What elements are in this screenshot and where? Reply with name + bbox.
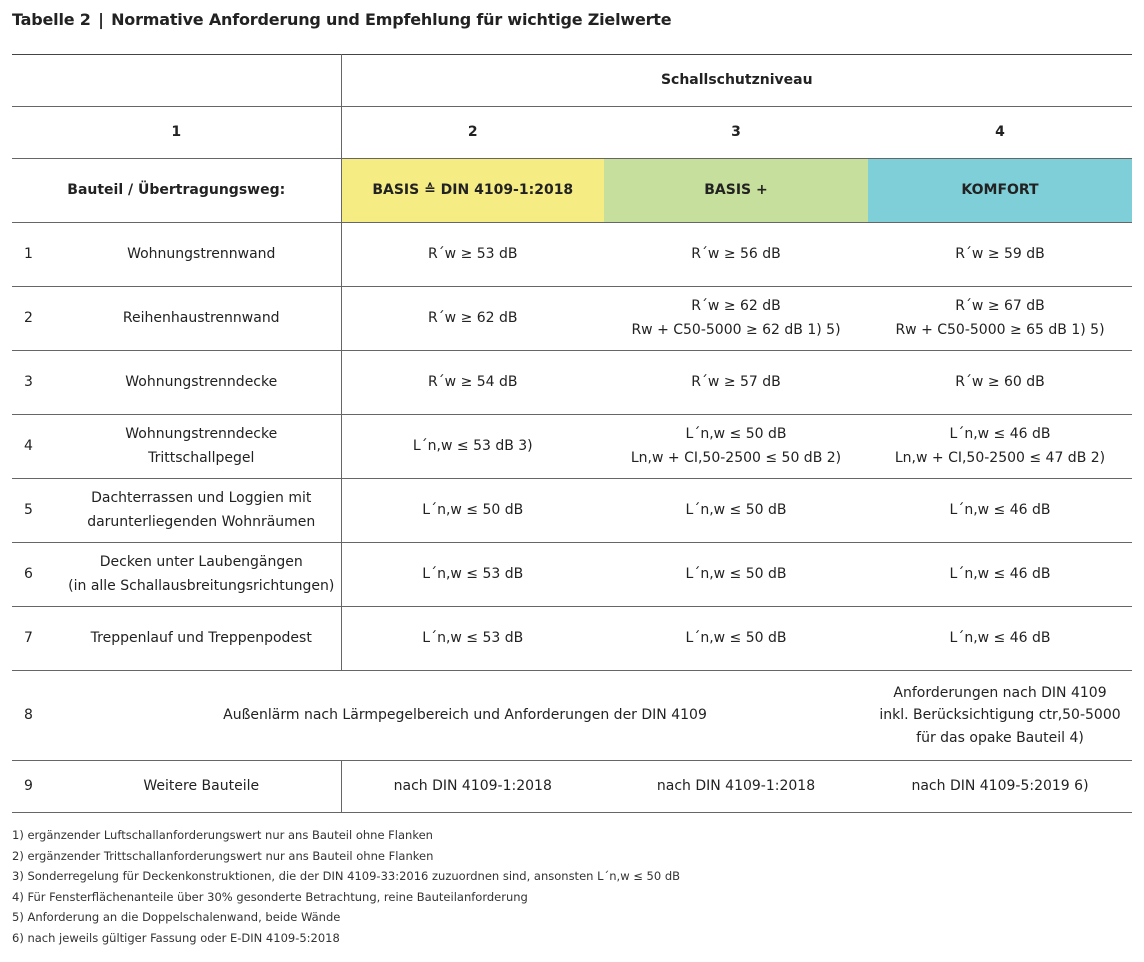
- value-line: L´n,w ≤ 53 dB: [422, 565, 524, 582]
- component-name: [62, 543, 341, 607]
- value-line: L´n,w ≤ 50 dB: [422, 501, 524, 518]
- data-rows: [12, 223, 1132, 671]
- value-line: R´w ≥ 56 dB: [691, 245, 781, 262]
- value-line: R´w ≥ 62 dB: [427, 309, 518, 326]
- component-name-line: Dachterrassen und Loggien mit: [91, 489, 312, 506]
- value-basis: [341, 351, 604, 415]
- value-line: R´w ≥ 53 dB: [427, 245, 518, 262]
- value-basis-plus: [604, 479, 868, 543]
- row9-value-basis: nach DIN 4109-1:2018: [341, 761, 604, 813]
- level-komfort: KOMFORT: [868, 159, 1132, 223]
- component-name-line: darunterliegenden Wohnräumen: [87, 513, 316, 530]
- table-row-5: [12, 479, 1132, 543]
- component-name: [62, 479, 341, 543]
- table-row-3: [12, 351, 1132, 415]
- table-title-separator: |: [98, 10, 104, 29]
- component-name: [62, 287, 341, 351]
- table-title: [12, 10, 671, 29]
- footnotes: [12, 825, 680, 949]
- footnote: 5) Anforderung an die Doppelschalenwand, beide Wände: [12, 910, 341, 925]
- value-line: Rw + C50-5000 ≥ 62 dB 1) 5): [631, 321, 841, 338]
- col-number-4: 4: [868, 107, 1132, 159]
- value-line: L´n,w ≤ 53 dB 3): [412, 437, 533, 454]
- component-name: [62, 607, 341, 671]
- component-name-line: Wohnungstrennwand: [127, 245, 276, 262]
- row8-komfort-line: für das opake Bauteil 4): [916, 729, 1084, 746]
- value-komfort: [868, 543, 1132, 607]
- value-line: L´n,w ≤ 46 dB: [949, 565, 1051, 582]
- table-title-text: Normative Anforderung und Empfehlung für wichtige Zielwerte: [111, 10, 672, 29]
- header-row-group: [12, 55, 1132, 107]
- value-basis-plus: [604, 287, 868, 351]
- component-name: [62, 223, 341, 287]
- value-line: R´w ≥ 54 dB: [427, 373, 518, 390]
- value-komfort: [868, 351, 1132, 415]
- component-name-line: Wohnungstrenndecke: [125, 425, 278, 442]
- value-komfort: [868, 223, 1132, 287]
- col-number-2: 2: [341, 107, 604, 159]
- value-komfort: [868, 479, 1132, 543]
- value-line: L´n,w ≤ 53 dB: [422, 629, 524, 646]
- value-line: R´w ≥ 59 dB: [955, 245, 1045, 262]
- component-name-line: Trittschallpegel: [148, 449, 255, 466]
- table-row-1: [12, 223, 1132, 287]
- component-name: [62, 351, 341, 415]
- value-line: R´w ≥ 67 dB: [955, 297, 1045, 314]
- table-row-8: [12, 671, 1132, 761]
- value-komfort: [868, 287, 1132, 351]
- row-number: 2: [12, 287, 62, 351]
- row8-komfort: [868, 671, 1132, 761]
- value-line: R´w ≥ 62 dB: [691, 297, 781, 314]
- row-number: 5: [12, 479, 62, 543]
- value-basis-plus: [604, 223, 868, 287]
- value-line: L´n,w ≤ 50 dB: [685, 501, 787, 518]
- row8-komfort-line: Anforderungen nach DIN 4109: [893, 684, 1107, 701]
- value-line: R´w ≥ 57 dB: [691, 373, 781, 390]
- row8-komfort-line: inkl. Berücksichtigung ctr,50-5000: [879, 707, 1121, 724]
- requirements-table: [12, 54, 1132, 813]
- value-basis: [341, 223, 604, 287]
- row9-value-komfort: nach DIN 4109-5:2019 6): [868, 761, 1132, 813]
- row-number: 7: [12, 607, 62, 671]
- component-name-line: Treppenlauf und Treppenpodest: [90, 629, 312, 646]
- table-row-2: [12, 287, 1132, 351]
- header-group-cell: Schallschutzniveau: [341, 55, 1132, 107]
- col-number-1: 1: [12, 107, 341, 159]
- component-name: [62, 415, 341, 479]
- row-number: 9: [12, 761, 62, 813]
- table-row-7: [12, 607, 1132, 671]
- header-row-numbers: [12, 107, 1132, 159]
- value-basis-plus: [604, 415, 868, 479]
- component-name-line: Reihenhaustrennwand: [122, 309, 280, 326]
- value-basis-plus: [604, 607, 868, 671]
- value-basis: [341, 287, 604, 351]
- row-number: 8: [12, 671, 62, 761]
- value-line: L´n,w ≤ 50 dB: [685, 425, 787, 442]
- table-row-4: [12, 415, 1132, 479]
- footnote: 6) nach jeweils gültiger Fassung oder E-DIN 4109-5:2018: [12, 930, 340, 945]
- table-title-label: Tabelle 2: [12, 10, 91, 29]
- footnote: 3) Sonderregelung für Deckenkonstruktionen, die der DIN 4109-33:2016 zuzuordnen sind, ansonsten L´n,w ≤ 50 dB: [12, 869, 681, 884]
- bauteil-header: Bauteil / Übertragungsweg:: [12, 159, 341, 223]
- value-basis: [341, 543, 604, 607]
- row-number: 6: [12, 543, 62, 607]
- footnote: 2) ergänzender Trittschallanforderungswert nur ans Bauteil ohne Flanken: [12, 848, 434, 863]
- value-line: Ln,w + CI,50-2500 ≤ 47 dB 2): [894, 449, 1106, 466]
- value-line: L´n,w ≤ 46 dB: [949, 501, 1051, 518]
- value-line: L´n,w ≤ 46 dB: [949, 425, 1051, 442]
- component-name-line: Wohnungstrenndecke: [125, 373, 278, 390]
- col-number-3: 3: [604, 107, 868, 159]
- row9-value-basis-plus: nach DIN 4109-1:2018: [604, 761, 868, 813]
- row-number: 4: [12, 415, 62, 479]
- value-line: Rw + C50-5000 ≥ 65 dB 1) 5): [895, 321, 1105, 338]
- footnote: 4) Für Fensterflächenanteile über 30% gesonderte Betrachtung, reine Bauteilanforderung: [12, 889, 528, 904]
- table-row-6: [12, 543, 1132, 607]
- value-basis-plus: [604, 543, 868, 607]
- value-basis-plus: [604, 351, 868, 415]
- value-basis: [341, 479, 604, 543]
- row-number: 1: [12, 223, 62, 287]
- value-line: L´n,w ≤ 50 dB: [685, 629, 787, 646]
- level-basis: BASIS ≙ DIN 4109-1:2018: [341, 159, 604, 223]
- value-basis: [341, 415, 604, 479]
- footnote: 1) ergänzender Luftschallanforderungswert nur ans Bauteil ohne Flanken: [12, 828, 433, 842]
- component-name-line: (in alle Schallausbreitungsrichtungen): [68, 577, 335, 594]
- row9-name: Weitere Bauteile: [62, 761, 341, 813]
- value-line: L´n,w ≤ 46 dB: [949, 629, 1051, 646]
- value-basis: [341, 607, 604, 671]
- header-row-levels: [12, 159, 1132, 223]
- value-komfort: [868, 607, 1132, 671]
- value-line: L´n,w ≤ 50 dB: [685, 565, 787, 582]
- level-basis-plus: BASIS +: [604, 159, 868, 223]
- row-number: 3: [12, 351, 62, 415]
- header-empty-cell: [12, 55, 341, 107]
- value-line: R´w ≥ 60 dB: [955, 373, 1045, 390]
- component-name-line: Decken unter Laubengängen: [99, 553, 303, 570]
- table-row-9: [12, 761, 1132, 813]
- row8-text: Außenlärm nach Lärmpegelbereich und Anforderungen der DIN 4109: [62, 671, 868, 761]
- value-komfort: [868, 415, 1132, 479]
- value-line: Ln,w + CI,50-2500 ≤ 50 dB 2): [630, 449, 842, 466]
